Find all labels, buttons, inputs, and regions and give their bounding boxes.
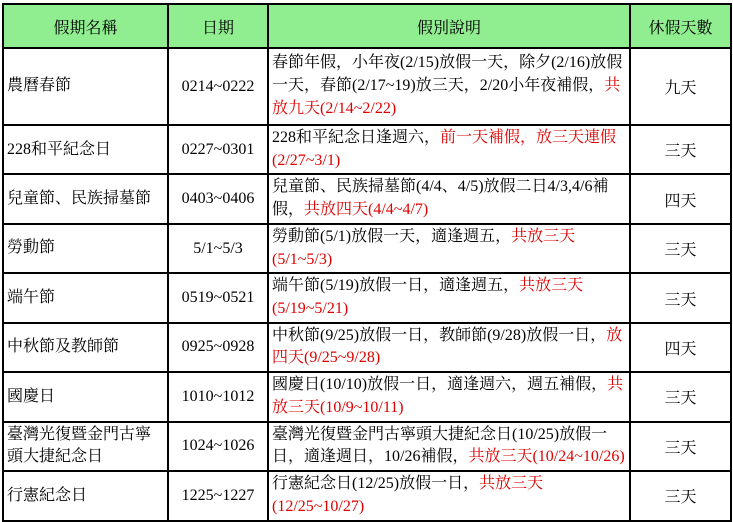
holiday-description-cell [268,422,630,471]
holiday-name-cell: 兒童節、民族掃墓節 [3,174,168,223]
description-text: 國慶日(10/10)放假一日，適逢週六，週五補假， [272,376,608,394]
table-row [3,422,731,471]
holiday-description-cell [268,48,630,125]
description-text: 兒童節、民族掃墓節(4/4、4/5)放假二日4/3,4/6補假， [272,178,609,219]
table-row [3,174,731,223]
holiday-days-cell: 九天 [630,48,731,125]
description-highlight-text: 共放三天(5/1~5/3) [272,227,576,268]
holiday-date-cell: 0519~0521 [168,273,268,322]
table-row [3,471,731,520]
table-row [3,372,731,421]
description-highlight-text: 放四天(9/25~9/28) [272,326,623,367]
table-header [3,4,731,48]
description-highlight-text: 共放三天(10/24~10/26) [468,448,625,466]
holiday-name-cell: 端午節 [3,273,168,322]
holiday-date-cell: 0214~0222 [168,48,268,125]
description-text: 勞動節(5/1)放假一天，適逢週五， [272,227,512,245]
description-highlight-text: 共放三天(12/25~10/27) [272,475,544,515]
holiday-days-cell: 三天 [630,372,731,421]
description-text: 端午節(5/19)放假一日，適逢週五， [272,277,520,295]
table-row [3,125,731,174]
holiday-name-cell: 勞動節 [3,224,168,273]
holiday-date-cell: 0227~0301 [168,125,268,174]
holiday-date-cell: 0925~0928 [168,323,268,372]
holiday-name-cell: 228和平紀念日 [3,125,168,174]
description-text: 228和平紀念日逢週六， [272,129,441,146]
description-text: 臺灣光復暨金門古寧頭大捷紀念日(10/25)放假一日，適逢週日，10/26補假， [272,425,608,466]
description-highlight-text: 共放九天(2/14~2/22) [272,77,621,117]
header-row [3,4,731,48]
holiday-date-cell: 1010~1012 [168,372,268,421]
holiday-description-cell [268,323,630,372]
holiday-description-cell [268,224,630,273]
table-row [3,224,731,273]
holiday-name-cell: 農曆春節 [3,48,168,125]
description-highlight-text: 共放四天(4/4~4/7) [304,201,429,219]
holiday-description-cell [268,372,630,421]
holiday-days-cell: 三天 [630,224,731,273]
holiday-date-cell: 1024~1026 [168,422,268,471]
holiday-days-cell: 四天 [630,323,731,372]
holiday-days-cell: 三天 [630,273,731,322]
description-highlight-text: 前一天補假，放三天連假(2/27~3/1) [272,129,617,169]
description-text: 春節年假，小年夜(2/15)放假一天，除夕(2/16)放假一天，春節(2/17~19)放三天，2/20小年夜補假， [272,54,623,95]
holiday-schedule-table [2,3,732,522]
holiday-days-cell: 四天 [630,174,731,223]
holiday-date-cell: 1225~1227 [168,471,268,520]
holiday-name-cell: 中秋節及教師節 [3,323,168,372]
description-highlight-text: 共放三天(10/9~10/11) [272,376,624,416]
header-holiday-name: 假期名稱 [3,4,168,48]
holiday-name-cell: 國慶日 [3,372,168,421]
description-highlight-text: 共放三天(5/19~5/21) [272,277,584,318]
holiday-days-cell: 三天 [630,125,731,174]
description-text: 中秋節(9/25)放假一日，教師節(9/28)放假一日， [272,326,607,344]
header-date: 日期 [168,4,268,48]
holiday-description-cell [268,273,630,322]
holiday-days-cell: 三天 [630,471,731,520]
table-row [3,48,731,125]
holiday-description-cell [268,471,630,520]
holiday-name-cell: 行憲紀念日 [3,471,168,520]
header-days-off: 休假天數 [630,4,731,48]
holiday-table-body [3,48,731,521]
holiday-days-cell: 三天 [630,422,731,471]
holiday-date-cell: 0403~0406 [168,174,268,223]
description-text: 行憲紀念日(12/25)放假一日， [272,475,480,493]
holiday-description-cell [268,174,630,223]
holiday-name-cell: 臺灣光復暨金門古寧頭大捷紀念日 [3,422,168,471]
holiday-date-cell: 5/1~5/3 [168,224,268,273]
header-description: 假別說明 [268,4,630,48]
holiday-description-cell [268,125,630,174]
table-row [3,323,731,372]
table-row [3,273,731,322]
